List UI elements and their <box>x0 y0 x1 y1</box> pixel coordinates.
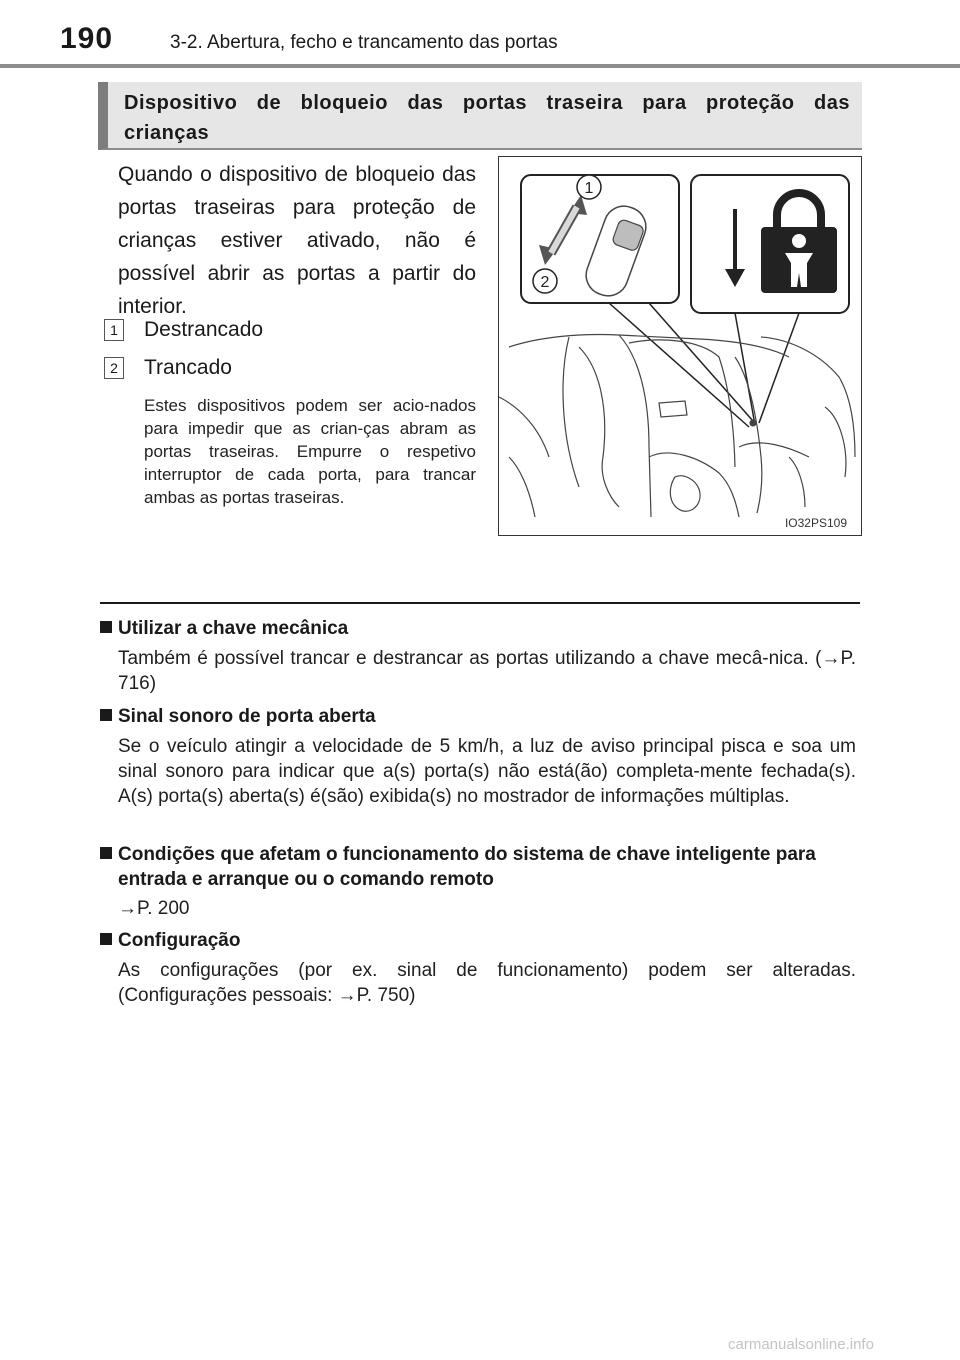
section-banner <box>98 82 862 150</box>
note-paragraph: Estes dispositivos podem ser acio-nados para impedir que as crian-ças abram as portas traseiras. Empurre o respetivo interruptor de cada porta, para trancar ambas as portas traseiras. <box>144 396 476 507</box>
square-bullet-icon <box>100 621 112 633</box>
topic-body-open-door-buzzer: Se o veículo atingir a velocidade de 5 km/h, a luz de aviso principal pisca e soa um sinal sonoro para indicar que a(s) porta(s) não está(ão) completa-mente fechada(s). A(s) porta(s) aberta(s) é(são) exibida(s) no mostrador de informações múltiplas. <box>118 736 856 807</box>
legend-label: Trancado <box>144 356 232 379</box>
illustration-svg <box>499 157 860 534</box>
topic-title-smart-key-conditions: Condições que afetam o funcionamento do sistema de chave inteligente para entrada e arranque ou o comando remoto <box>100 842 860 892</box>
legend-label: Destrancado <box>144 318 264 341</box>
header-divider <box>0 64 960 68</box>
page-number: 190 <box>60 22 114 55</box>
topic-body-smart-key-conditions: →P. 200 <box>118 898 190 919</box>
topic-body-configuration: As configurações (por ex. sinal de funcionamento) podem ser alteradas. (Configurações pessoais: →P. 750) <box>118 960 856 1006</box>
topic-body-mechanical-key: Também é possível trancar e destrancar as portas utilizando a chave mecâ-nica. (→P. 716) <box>118 648 856 694</box>
square-bullet-icon <box>100 933 112 945</box>
topic-title-configuration: Configuração <box>100 928 860 953</box>
callout-number-2: 2 <box>540 274 550 291</box>
child-lock-illustration <box>498 156 862 536</box>
legend-number: 1 <box>104 319 124 341</box>
topic-title-open-door-buzzer: Sinal sonoro de porta aberta <box>100 704 860 729</box>
figure-code: IO32PS109 <box>784 516 847 530</box>
legend-number: 2 <box>104 357 124 379</box>
square-bullet-icon <box>100 847 112 859</box>
footer-watermark: carmanualsonline.info <box>728 1336 874 1353</box>
legend-item-unlocked <box>104 318 263 342</box>
square-bullet-icon <box>100 709 112 721</box>
car-door-drawing <box>499 335 855 518</box>
chapter-title: 3-2. Abertura, fecho e trancamento das portas <box>170 32 558 53</box>
legend-item-locked <box>104 356 232 380</box>
section-divider <box>100 602 860 604</box>
intro-paragraph: Quando o dispositivo de bloqueio das portas traseiras para proteção de crianças estiver ativado, não é possível abrir as portas a partir do interior. <box>118 163 476 318</box>
callout-number-1: 1 <box>584 180 594 197</box>
section-title: Dispositivo de bloqueio das portas traseira para proteção das crianças <box>124 92 850 144</box>
topic-title-mechanical-key: Utilizar a chave mecânica <box>100 616 860 641</box>
